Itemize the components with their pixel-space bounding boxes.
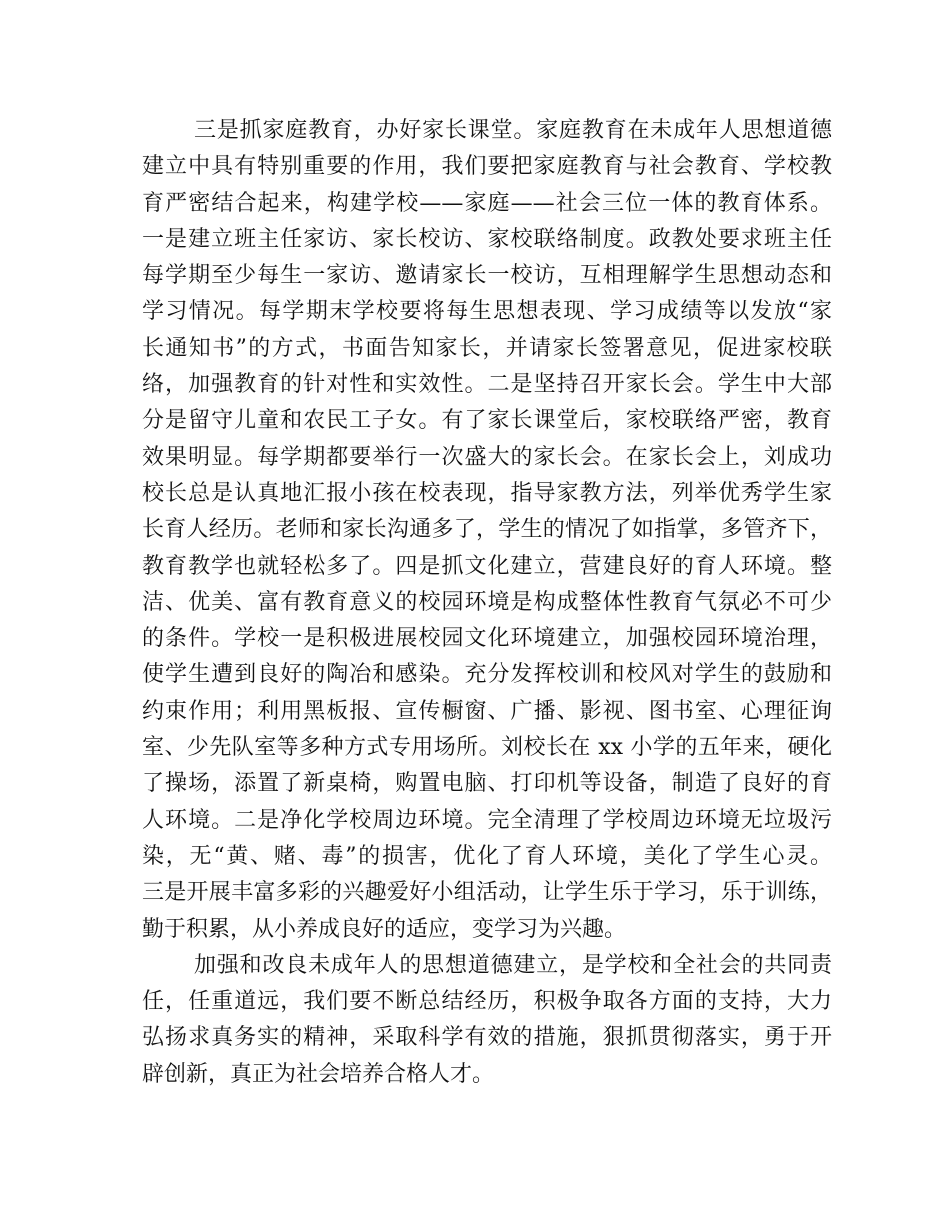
text-line: 洁、优美、富有教育意义的校园环境是构成整体性教育气氛必不可少	[142, 589, 832, 615]
text-line: 三是开展丰富多彩的兴趣爱好小组活动，让学生乐于学习，乐于训练，	[142, 880, 832, 906]
text-line: 加强和改良未成年人的思想道德建立，是学校和全社会的共同责	[194, 952, 832, 978]
text-line: 效果明显。每学期都要举行一次盛大的家长会。在家长会上，刘成功	[142, 444, 832, 470]
text-line: 使学生遭到良好的陶冶和感染。充分发挥校训和校风对学生的鼓励和	[142, 662, 832, 688]
document-body	[142, 113, 832, 1093]
text-line: 任，任重道远，我们要不断总结经历，积极争取各方面的支持，大力	[142, 989, 832, 1015]
text-line: 教育教学也就轻松多了。四是抓文化建立，营建良好的育人环境。整	[142, 553, 832, 579]
text-line: 每学期至少每生一家访、邀请家长一校访，互相理解学生思想动态和	[142, 263, 832, 289]
text-line: 建立中具有特别重要的作用，我们要把家庭教育与社会教育、学校教	[142, 154, 832, 180]
text-line: 弘扬求真务实的精神，采取科学有效的措施，狠抓贯彻落实，勇于开	[142, 1025, 832, 1051]
text-line: 长通知书”的方式，书面告知家长，并请家长签署意见，促进家校联	[142, 335, 832, 361]
text-line: 了操场，添置了新桌椅，购置电脑、打印机等设备，制造了良好的育	[142, 771, 832, 797]
text-line: 人环境。二是净化学校周边环境。完全清理了学校周边环境无垃圾污	[142, 807, 832, 833]
text-line: 络，加强教育的针对性和实效性。二是坚持召开家长会。学生中大部	[142, 372, 832, 398]
text-line: 分是留守儿童和农民工子女。有了家长课堂后，家校联络严密，教育	[142, 408, 832, 434]
text-line: 室、少先队室等多种方式专用场所。刘校长在 xx 小学的五年来，硬化	[142, 735, 832, 761]
text-line: 约束作用；利用黑板报、宣传橱窗、广播、影视、图书室、心理征询	[142, 698, 832, 724]
paragraph-conclusion	[142, 948, 832, 1093]
text-line: 辟创新，真正为社会培养合格人才。	[142, 1061, 495, 1087]
text-line: 一是建立班主任家访、家长校访、家校联络制度。政教处要求班主任	[142, 226, 832, 252]
paragraph-family-education	[142, 113, 832, 948]
text-line: 育严密结合起来，构建学校——家庭——社会三位一体的教育体系。	[142, 190, 832, 216]
text-line: 勤于积累，从小养成良好的适应，变学习为兴趣。	[142, 916, 627, 942]
text-line: 长育人经历。老师和家长沟通多了，学生的情况了如指掌，多管齐下，	[142, 517, 832, 543]
text-line: 学习情况。每学期末学校要将每生思想表现、学习成绩等以发放“家	[142, 299, 832, 325]
text-line: 的条件。学校一是积极进展校园文化环境建立，加强校园环境治理，	[142, 626, 832, 652]
text-line: 染，无“黄、赌、毒”的损害，优化了育人环境，美化了学生心灵。	[142, 843, 832, 869]
text-line: 三是抓家庭教育，办好家长课堂。家庭教育在未成年人思想道德	[194, 118, 832, 143]
text-line: 校长总是认真地汇报小孩在校表现，指导家教方法，列举优秀学生家	[142, 480, 832, 506]
